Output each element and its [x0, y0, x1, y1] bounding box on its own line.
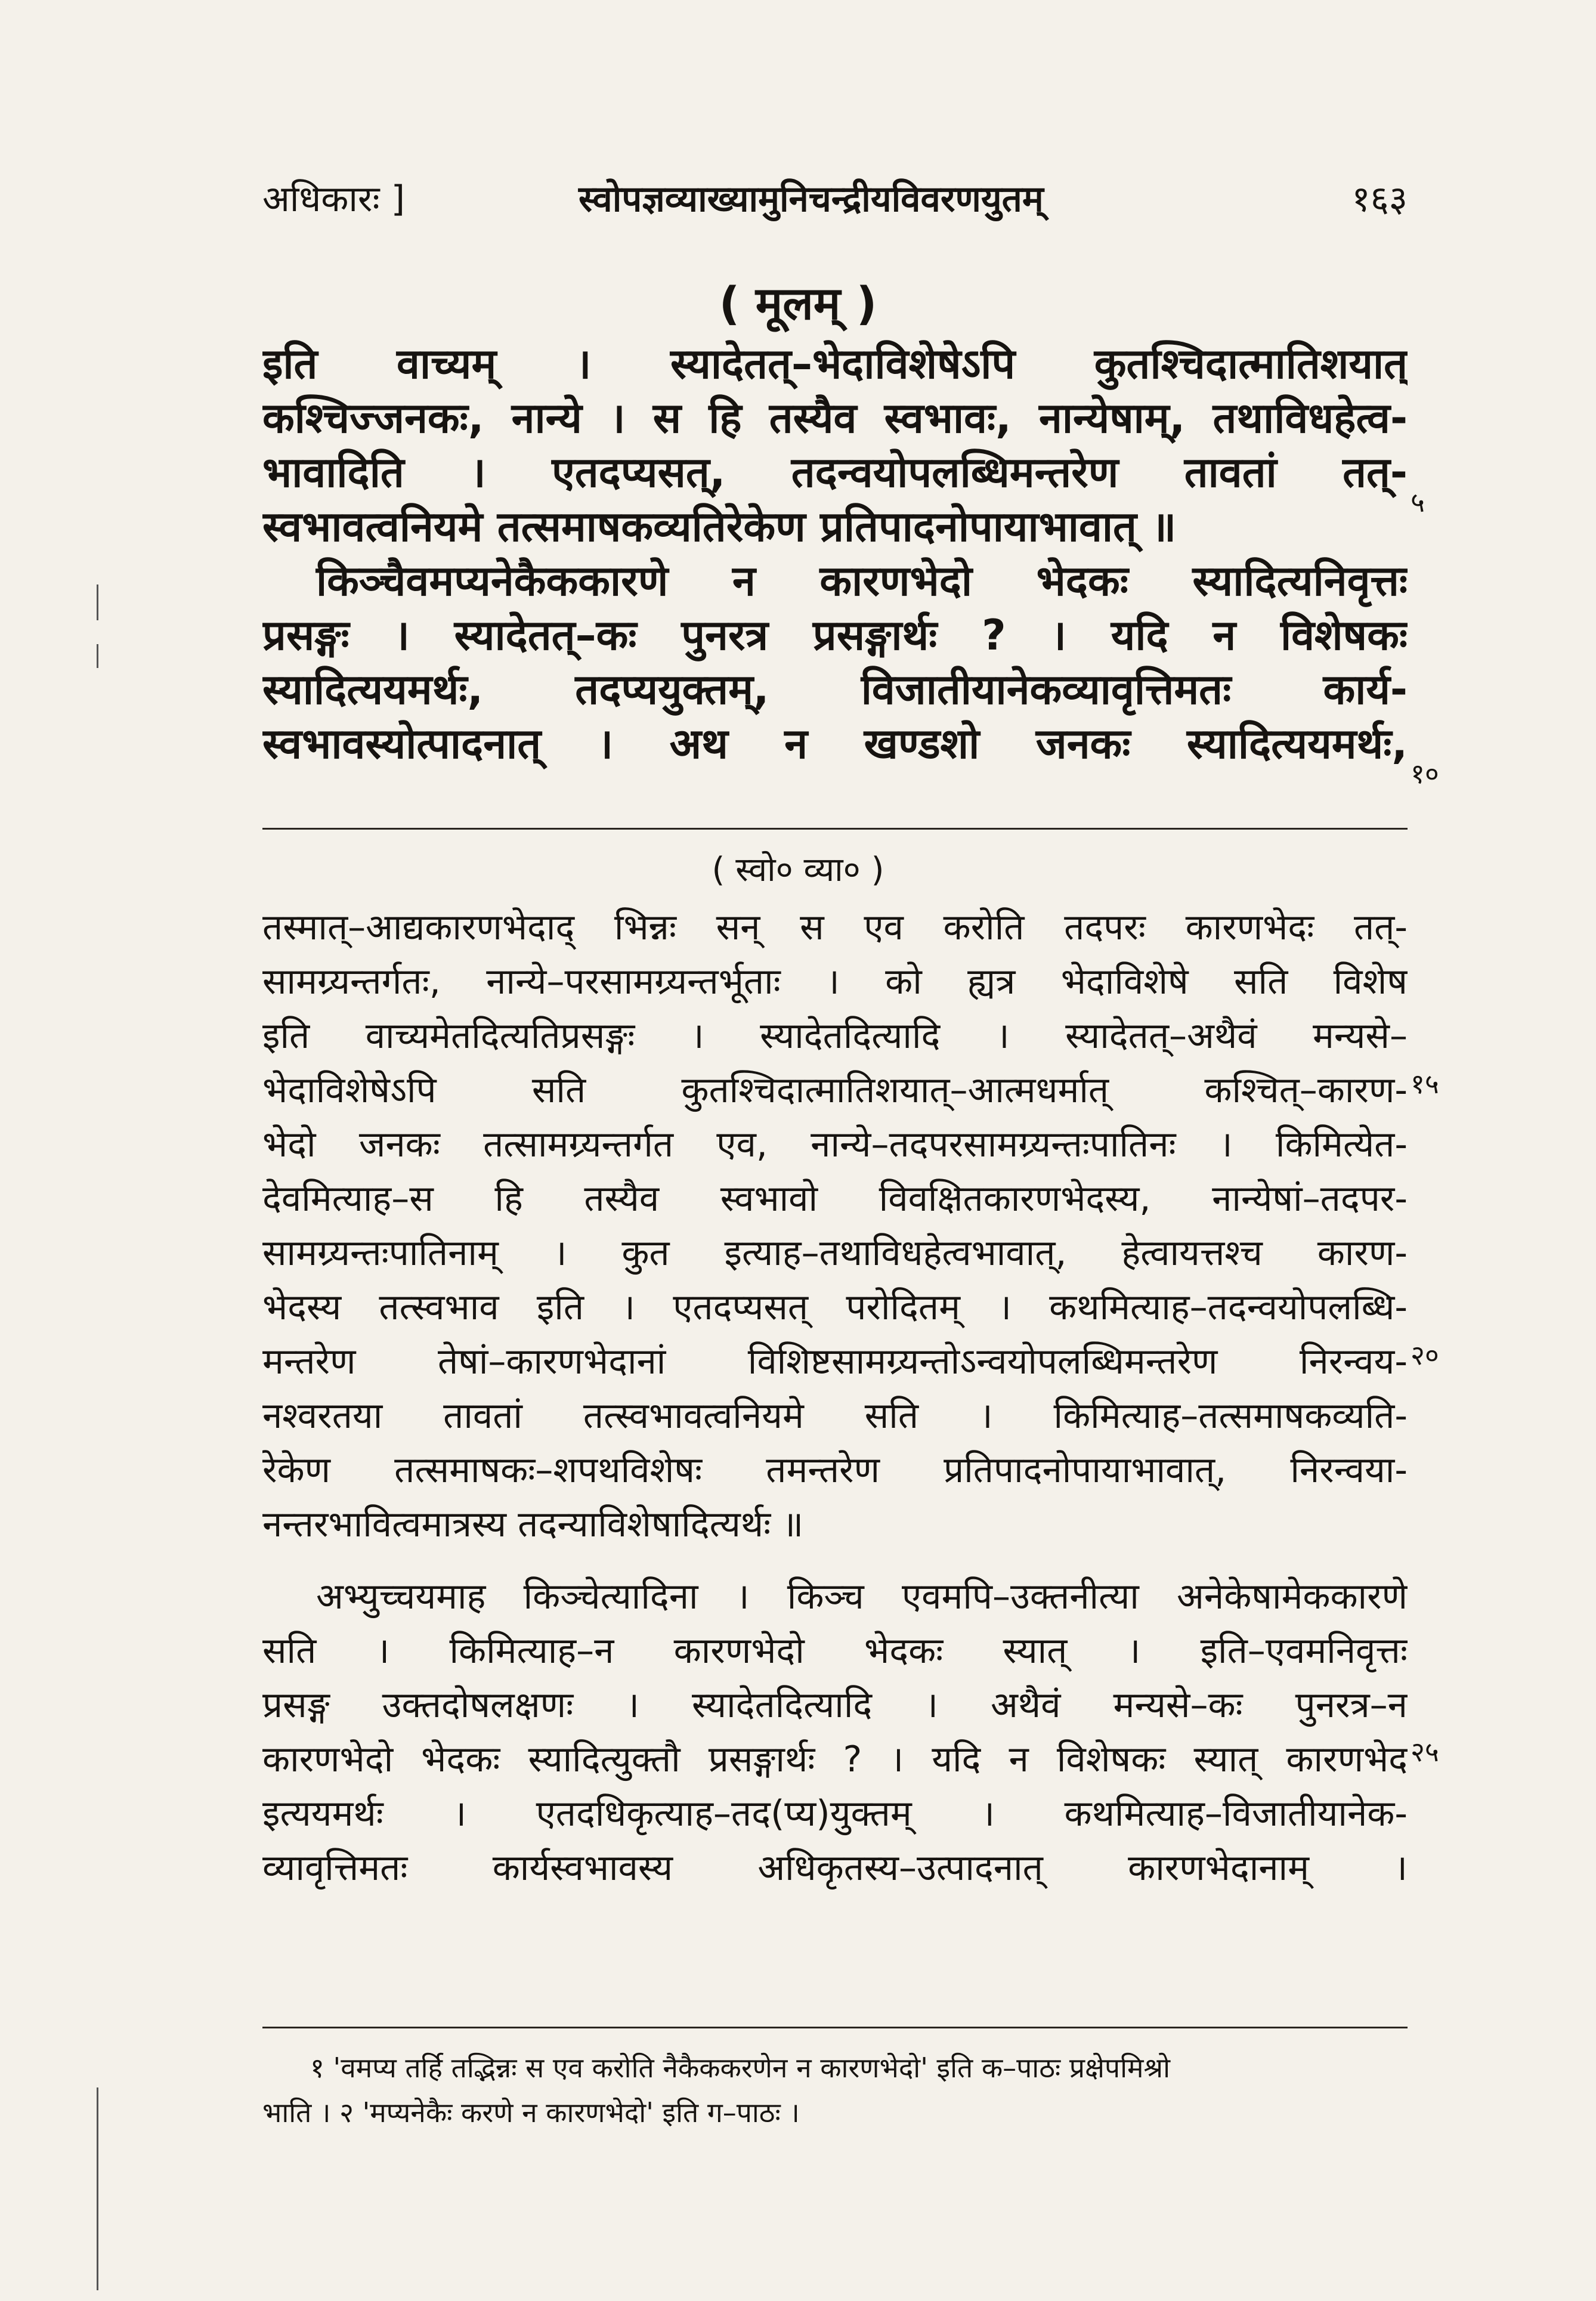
- text-line: व्यावृत्तिमतः कार्यस्वभावस्य अधिकृतस्य–उत्पादनात् कारणभेदानाम् ।: [262, 1847, 1408, 1889]
- vyakhya-paragraph: [262, 1570, 1408, 1895]
- text-line: सति । किमित्याह–न कारणभेदो भेदकः स्यात् । इति–एवमनिवृत्तः: [262, 1630, 1408, 1672]
- text-line: सामग्र्यन्तःपातिनाम् । कुत इत्याह–तथाविधहेत्वभावात्, हेत्वायत्तश्च कारण-: [262, 1232, 1408, 1274]
- section-divider: [262, 828, 1408, 830]
- scan-edge-mark: [97, 584, 98, 620]
- footnote-divider: [262, 2027, 1408, 2028]
- text-line: इति वाच्यम् । स्यादेतत्–भेदाविशेषेऽपि कुतश्चिदात्मातिशयात्: [262, 339, 1408, 388]
- text-line: भेदस्य तत्स्वभाव इति । एतदप्यसत् परोदितम् । कथमित्याह–तदन्वयोपलब्धि-: [262, 1286, 1408, 1328]
- text-line: किञ्चैवमप्यनेकैककारणे न कारणभेदो भेदकः स्यादित्यनिवृत्तः: [316, 556, 1408, 605]
- text-line: तस्मात्–आद्यकारणभेदाद् भिन्नः सन् स एव करोति तदपरः कारणभेदः तत्-: [262, 907, 1408, 948]
- text-line: भेदो जनकः तत्सामग्र्यन्तर्गत एव, नान्ये–तदपरसामग्र्यन्तःपातिनः । किमित्येत-: [262, 1124, 1408, 1165]
- text-line: देवमित्याह–स हि तस्यैव स्वभावो विवक्षितकारणभेदस्य, नान्येषां–तदपर-: [262, 1178, 1408, 1220]
- text-line: रेकेण तत्समाषकः–शपथविशेषः तमन्तरेण प्रतिपादनोपायाभावात्, निरन्वया-: [262, 1449, 1408, 1491]
- text-line: नन्तरभावित्वमात्रस्य तदन्याविशेषादित्यर्थः ॥: [262, 1504, 804, 1545]
- line-number: १०: [1411, 757, 1439, 790]
- mula-text: [262, 337, 1408, 771]
- vyakhya-heading: ( स्वो० व्या० ): [712, 850, 884, 889]
- text-line: इति वाच्यमेतदित्यतिप्रसङ्गः । स्यादेतदित्यादि । स्यादेतत्–अथैवं मन्यसे–: [262, 1015, 1408, 1057]
- line-number: २५: [1411, 1736, 1439, 1768]
- text-line: प्रसङ्ग उक्तदोषलक्षणः । स्यादेतदित्यादि । अथैवं मन्यसे–कः पुनरत्र–न: [262, 1684, 1408, 1726]
- footnotes: [262, 2046, 1408, 2135]
- text-line: इत्ययमर्थः । एतदधिकृत्याह–तद(प्य)युक्तम् । कथमित्याह–विजातीयानेक-: [262, 1793, 1408, 1835]
- text-line: प्रसङ्गः । स्यादेतत्–कः पुनरत्र प्रसङ्गार्थः ? । यदि न विशेषकः: [262, 611, 1408, 660]
- text-line: नश्वरतया तावतां तत्स्वभावत्वनियमे सति । किमित्याह–तत्समाषकव्यति-: [262, 1395, 1408, 1437]
- text-line: अभ्युच्चयमाह किञ्चेत्यादिना । किञ्च एवमपि–उक्तनीत्या अनेकेषामेककारणे: [316, 1576, 1408, 1617]
- line-number: १५: [1411, 1068, 1439, 1100]
- scan-edge-mark: [97, 2087, 98, 2290]
- footnote-line: भाति । २ 'मप्यनेकैः करणे न कारणभेदो' इति ग–पाठः ।: [262, 2096, 800, 2129]
- text-line: मन्तरेण तेषां–कारणभेदानां विशिष्टसामग्र्यन्तोऽन्वयोपलब्धिमन्तरेण निरन्वय-: [262, 1341, 1408, 1383]
- vyakhya-text: [262, 901, 1408, 1895]
- header-chapter: अधिकारः ]: [262, 178, 406, 220]
- footnote-line: १ 'वमप्य तर्हि तद्भिन्नः स एव करोति नैकैककरणेन न कारणभेदो' इति क–पाठः प्रक्षेपमिश्रो: [310, 2052, 1171, 2084]
- text-line: स्वभावत्वनियमे तत्समाषकव्यतिरेकेण प्रतिपादनोपायाभावात् ॥: [262, 502, 1177, 551]
- header-title: स्वोपज्ञव्याख्यामुनिचन्द्रीयविवरणयुतम्: [579, 178, 1044, 220]
- mula-heading: ( मूलम् ): [719, 277, 877, 330]
- line-number: ५: [1411, 486, 1425, 518]
- line-number: २०: [1411, 1339, 1439, 1371]
- text-line: स्यादित्ययमर्थः, तदप्ययुक्तम्, विजातीयानेकव्यावृत्तिमतः कार्य-: [262, 665, 1408, 714]
- text-line: सामग्र्यन्तर्गतः, नान्ये–परसामग्र्यन्तर्भूताः । को ह्यत्र भेदाविशेषे सति विशेष: [262, 961, 1408, 1003]
- text-line: स्वभावस्योत्पादनात् । अथ न खण्डशो जनकः स्यादित्ययमर्थः,: [262, 719, 1408, 768]
- page-number: १६३: [1351, 178, 1408, 220]
- text-line: कश्चिज्जनकः, नान्ये । स हि तस्यैव स्वभावः, नान्येषाम्, तथाविधहेत्व-: [262, 394, 1408, 443]
- text-line: भावादिति । एतदप्यसत्, तदन्वयोपलब्धिमन्तरेण तावतां तत्-: [262, 448, 1408, 497]
- text-line: कारणभेदो भेदकः स्यादित्युक्तौ प्रसङ्गार्थः ? । यदि न विशेषकः स्यात् कारणभेद: [262, 1739, 1408, 1780]
- running-header: [262, 167, 1408, 233]
- scan-edge-mark: [97, 644, 98, 668]
- text-line: भेदाविशेषेऽपि सति कुतश्चिदात्मातिशयात्–आत्मधर्मात् कश्चित्–कारण-: [262, 1069, 1408, 1111]
